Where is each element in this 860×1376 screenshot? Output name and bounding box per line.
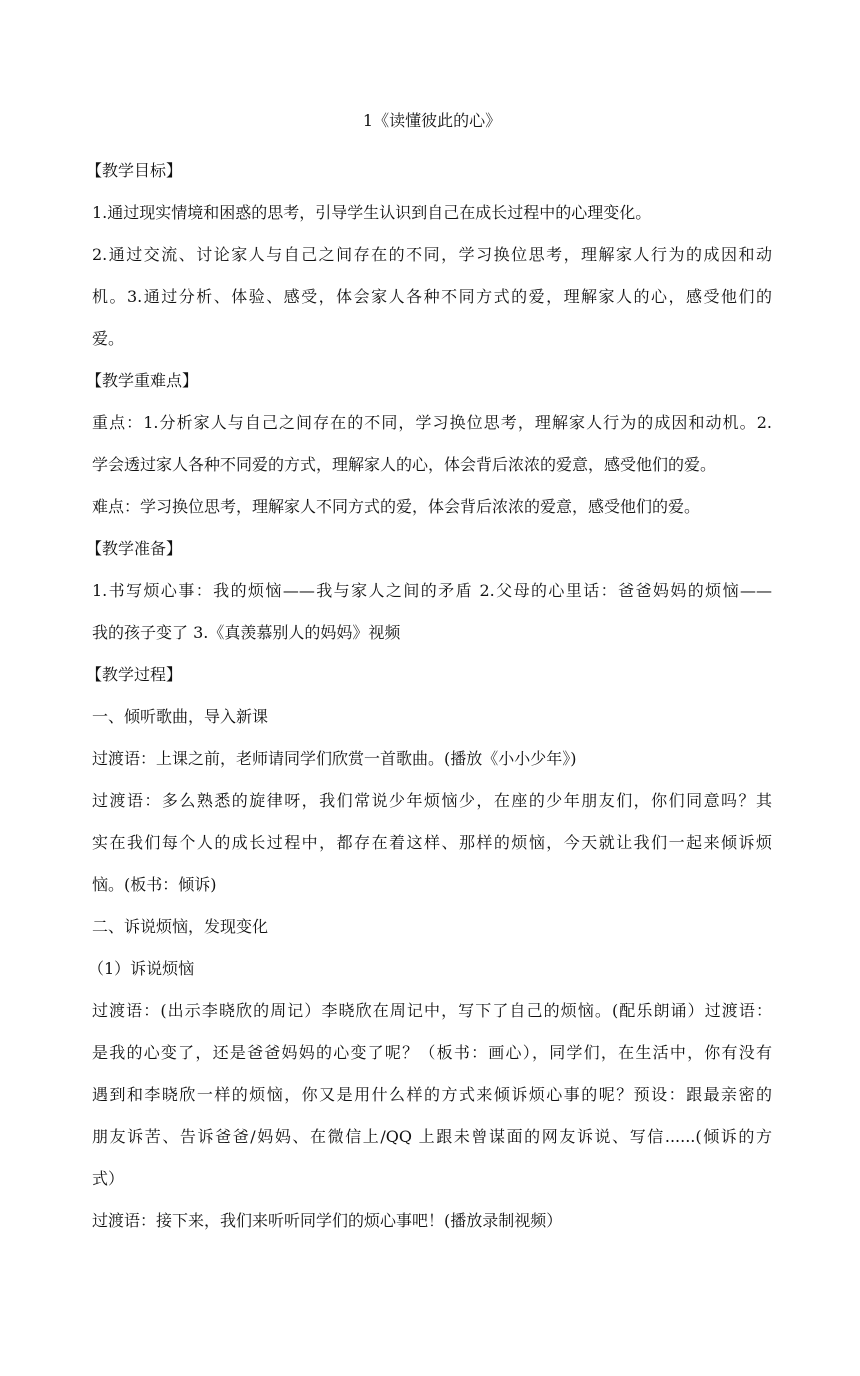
paragraph-line: 遇到和李晓欣一样的烦恼，你又是用什么样的方式来倾诉烦心事的呢？预设：跟最亲密的 — [92, 1085, 772, 1104]
paragraph-line: 机。3.通过分析、体验、感受，体会家人各种不同方式的爱，理解家人的心，感受他们的 — [92, 287, 772, 306]
paragraph-line: 过渡语：上课之前，老师请同学们欣赏一首歌曲。(播放《小小少年》) — [92, 749, 577, 768]
paragraph-line: 朋友诉苦、告诉爸爸/妈妈、在微信上/QQ 上跟未曾谋面的网友诉说、写信......(倾诉的方 — [92, 1127, 772, 1146]
paragraph-line: 1.书写烦心事：我的烦恼——我与家人之间的矛盾 2.父母的心里话：爸爸妈妈的烦恼—— — [92, 581, 772, 600]
paragraph-line: 过渡语：(出示李晓欣的周记）李晓欣在周记中，写下了自己的烦恼。(配乐朗诵）过渡语： — [92, 1001, 772, 1020]
paragraph-line: 恼。(板书：倾诉) — [92, 875, 217, 894]
paragraph-line: 式） — [92, 1169, 125, 1188]
subsection-item: （1）诉说烦恼 — [88, 959, 195, 978]
subsection-heading: 一、倾听歌曲，导入新课 — [92, 707, 269, 726]
paragraph-line: 我的孩子变了 3.《真羡慕别人的妈妈》视频 — [92, 623, 401, 642]
section-heading-goals: 【教学目标】 — [86, 161, 183, 180]
paragraph-line: 难点：学习换位思考，理解家人不同方式的爱，体会背后浓浓的爱意，感受他们的爱。 — [92, 497, 701, 516]
paragraph-line: 是我的心变了，还是爸爸妈妈的心变了呢？（板书：画心），同学们，在生活中，你有没有 — [92, 1043, 772, 1062]
paragraph-line: 过渡语：多么熟悉的旋律呀，我们常说少年烦恼少，在座的少年朋友们，你们同意吗？其 — [92, 791, 772, 810]
subsection-heading: 二、诉说烦恼，发现变化 — [92, 917, 269, 936]
section-heading-key-points: 【教学重难点】 — [86, 371, 199, 390]
paragraph-line: 实在我们每个人的成长过程中，都存在着这样、那样的烦恼，今天就让我们一起来倾诉烦 — [92, 833, 772, 852]
paragraph-line: 2.通过交流、讨论家人与自己之间存在的不同，学习换位思考，理解家人行为的成因和动 — [92, 245, 772, 264]
paragraph-line: 过渡语：接下来，我们来听听同学们的烦心事吧！(播放录制视频） — [92, 1211, 563, 1230]
paragraph-line: 1.通过现实情境和困惑的思考，引导学生认识到自己在成长过程中的心理变化。 — [92, 203, 652, 222]
paragraph-line: 学会透过家人各种不同爱的方式，理解家人的心，体会背后浓浓的爱意，感受他们的爱。 — [92, 455, 717, 474]
document-title: 1《读懂彼此的心》 — [362, 111, 502, 130]
paragraph-line: 重点：1.分析家人与自己之间存在的不同，学习换位思考，理解家人行为的成因和动机。2. — [92, 413, 772, 432]
section-heading-preparation: 【教学准备】 — [86, 539, 183, 558]
paragraph-line: 爱。 — [92, 329, 125, 348]
section-heading-process: 【教学过程】 — [86, 665, 183, 684]
document-page — [86, 106, 772, 1242]
